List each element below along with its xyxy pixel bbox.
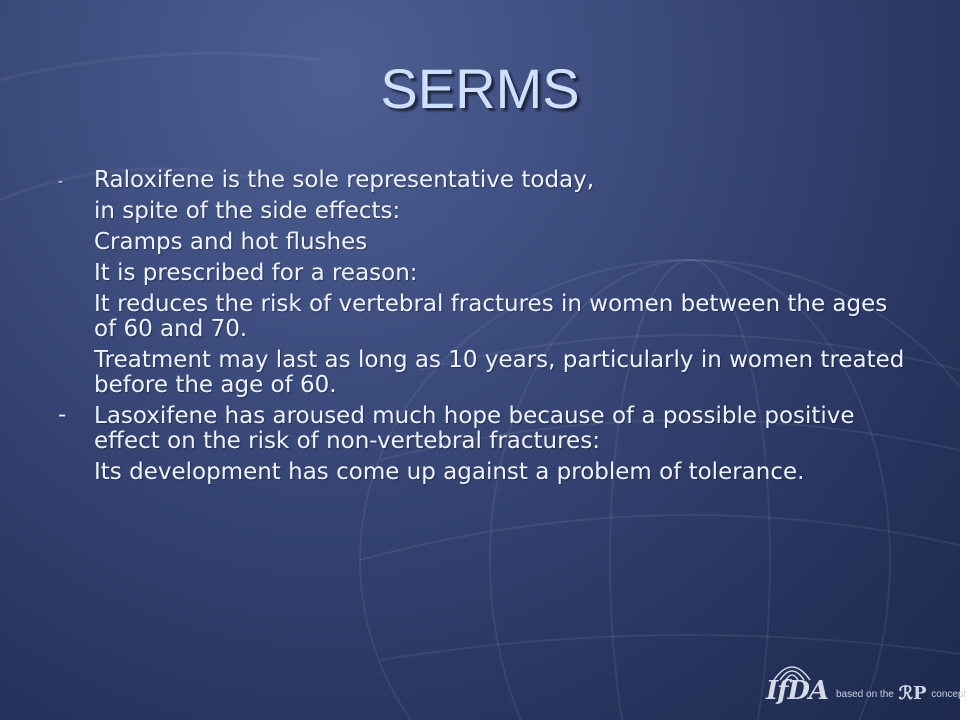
bullet-list	[56, 168, 916, 491]
logo-mark: ℛP	[898, 683, 927, 704]
list-item-text: It is prescribed for a reason:	[94, 260, 418, 286]
list-item	[56, 199, 916, 224]
list-item-text: It reduces the risk of vertebral fractures in women between the ages of 60 and 70.	[94, 291, 888, 342]
list-item-text: Its development has come up against a problem of tolerance.	[94, 459, 805, 485]
slide-title: SERMS	[380, 57, 580, 120]
list-item	[56, 292, 916, 342]
logo-concept: concept	[931, 689, 966, 700]
list-item	[56, 348, 916, 398]
logo-tagline	[836, 683, 966, 704]
list-item-text: Lasoxifene has aroused much hope because of a possible positive effect on the risk of non-vertebral fractures:	[94, 403, 855, 454]
list-item	[56, 460, 916, 485]
list-item	[56, 168, 916, 193]
dash-bullet-icon: -	[58, 174, 64, 190]
list-item	[56, 404, 916, 454]
logo-brand: IfDA	[766, 676, 829, 706]
list-item-text: Raloxifene is the sole representative today,	[94, 167, 595, 193]
list-item-text: in spite of the side effects:	[94, 198, 401, 224]
list-item	[56, 261, 916, 286]
list-item-text: Cramps and hot flushes	[94, 229, 368, 255]
list-item-text: Treatment may last as long as 10 years, particularly in women treated before the age of 60.	[94, 347, 905, 398]
list-item	[56, 230, 916, 255]
logo-based-on: based on the	[836, 689, 894, 700]
ifda-logo	[758, 658, 966, 712]
dash-bullet-icon: -	[58, 402, 67, 428]
